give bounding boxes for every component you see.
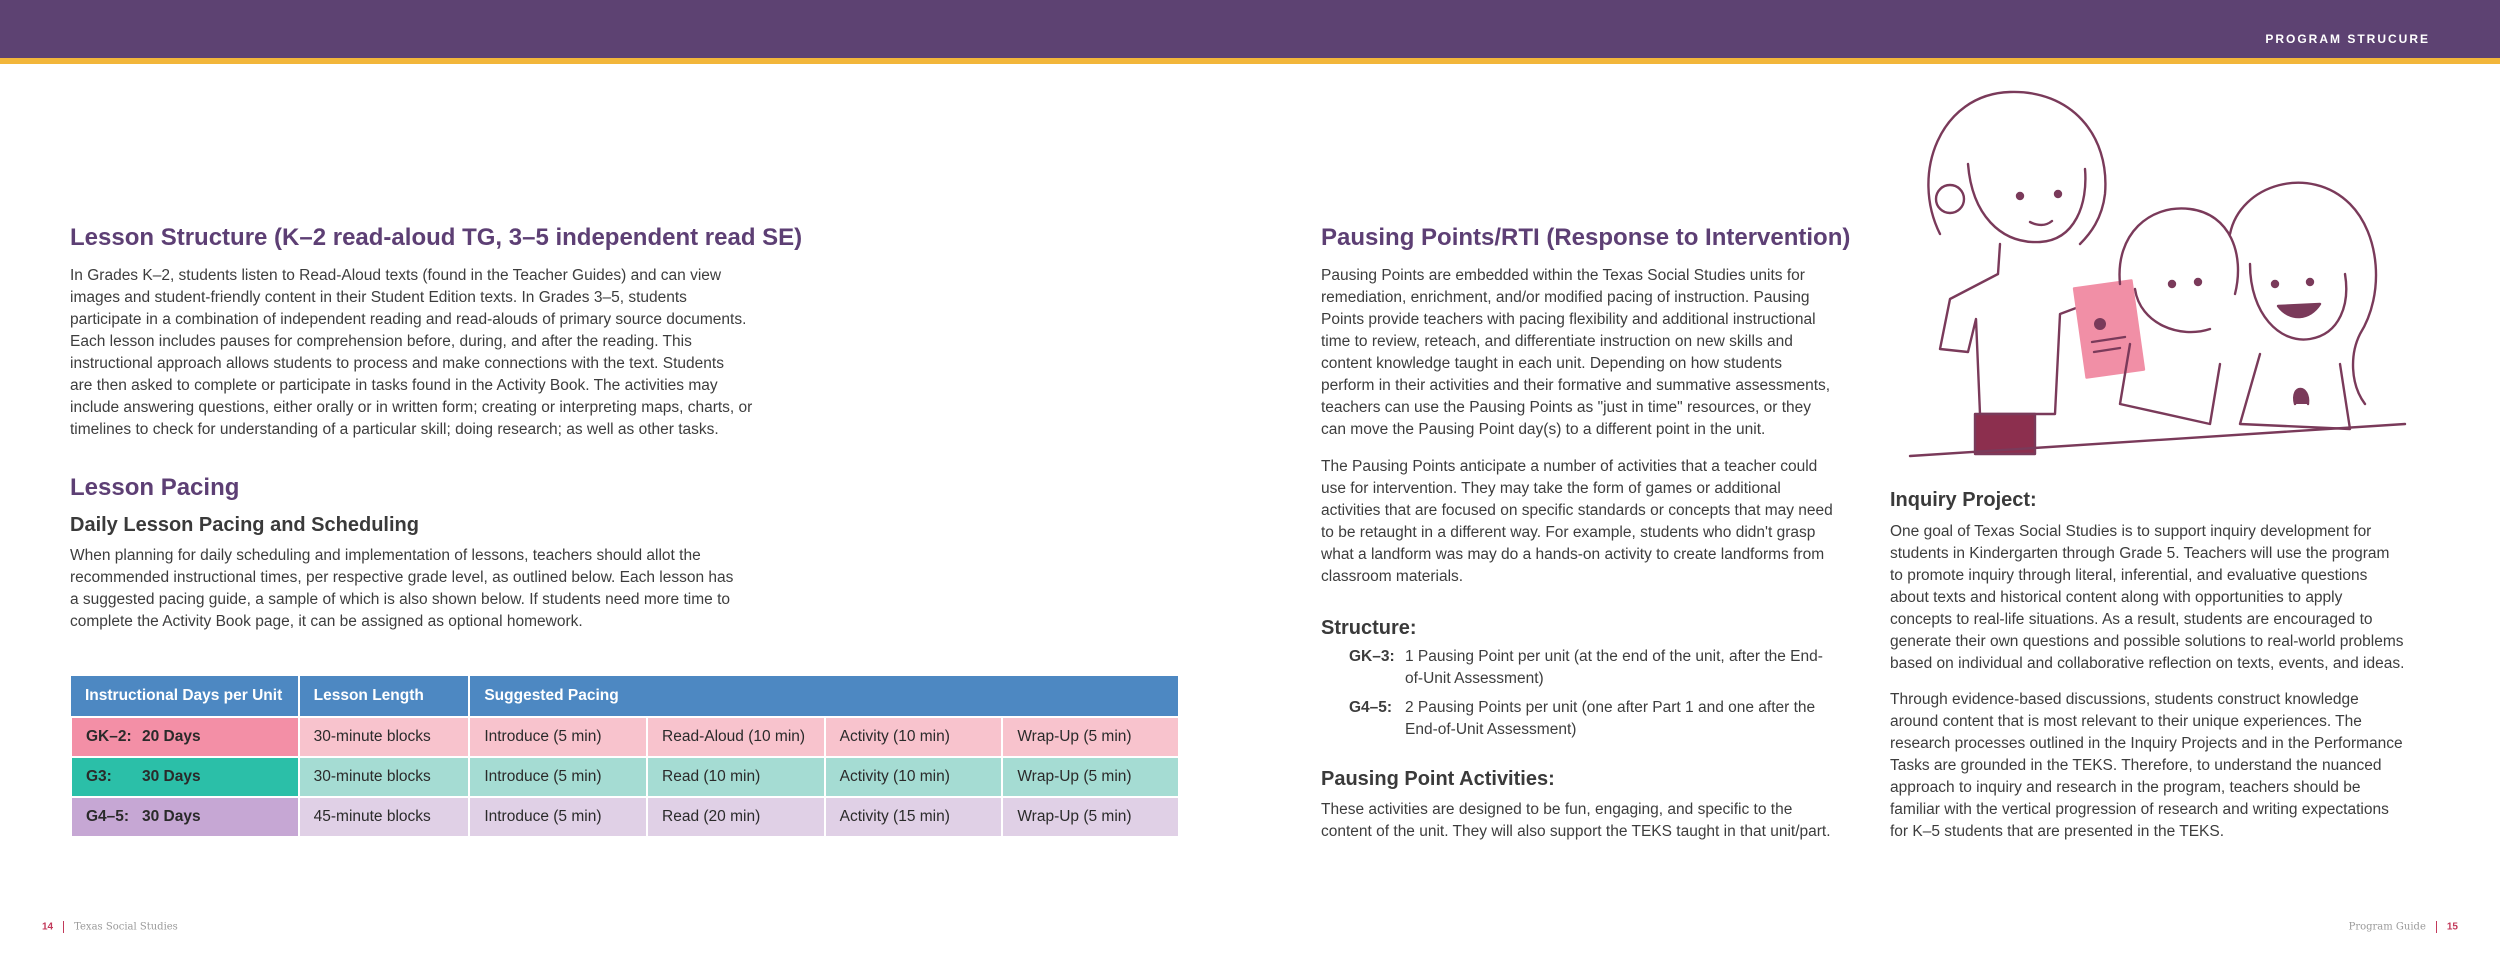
grade-cell [71, 797, 299, 837]
text-line: to promote inquiry through literal, inferential, and evaluative questions [1890, 567, 2368, 584]
length-cell: 30-minute blocks [299, 717, 470, 757]
paper-dot [2094, 318, 2106, 330]
paper-sheet [2074, 280, 2144, 377]
pacing-cell: Activity (10 min) [825, 717, 1003, 757]
lesson-structure-title: Lesson Structure (K–2 read-aloud TG, 3–5 independent read SE) [70, 224, 803, 251]
text-line: familiar with the vertical progression of research and writing expectations [1890, 801, 2389, 818]
pausing-points-title: Pausing Points/RTI (Response to Intervention) [1321, 224, 1851, 251]
text-line: Tasks are grounded in the TEKS. Therefore, to understand the nuanced [1890, 757, 2382, 774]
structure-item [1349, 697, 1889, 741]
inquiry-para1 [1890, 521, 2404, 675]
text-line: of-Unit Assessment) [1405, 670, 1544, 687]
text-line: around content that is most relevant to their unique experiences. The [1890, 713, 2362, 730]
pausing-points-para1 [1321, 265, 1830, 441]
pacing-cell: Introduce (5 min) [469, 717, 647, 757]
text-line: approach to inquiry and research in the program, teachers should be [1890, 779, 2361, 796]
pacing-cell: Introduce (5 min) [469, 757, 647, 797]
text-line: are then asked to complete or participate in tasks found in the Activity Book. The activities may [70, 377, 718, 394]
footer-title: Program Guide [2348, 921, 2426, 933]
text-line: content knowledge taught in each unit. Depending on how students [1321, 355, 1783, 372]
text-line: 2 Pausing Points per unit (one after Part 1 and one after the [1405, 699, 1816, 716]
text-line: 1 Pausing Point per unit (at the end of the unit, after the End- [1405, 648, 1823, 665]
text-line: content of the unit. They will also support the TEKS taught in that unit/part. [1321, 823, 1831, 840]
structure-value [1405, 646, 1823, 690]
text-line: These activities are designed to be fun, engaging, and specific to the [1321, 801, 1793, 818]
days-label: 20 Days [142, 728, 201, 745]
grade-cell [71, 757, 299, 797]
table-row [71, 797, 1179, 837]
text-line: instructional approach allows students to process and make connections with the text. Students [70, 355, 724, 372]
text-line: images and student-friendly content in their Student Edition texts. In Grades 3–5, students [70, 289, 687, 306]
text-line: Points provide teachers with pacing flexibility and additional instructional [1321, 311, 1816, 328]
text-line: a suggested pacing guide, a sample of which is also shown below. If students need more time to [70, 591, 730, 608]
activities-title: Pausing Point Activities: [1321, 768, 1555, 790]
girl-eye [2017, 193, 2023, 199]
text-line: about texts and historical content along with opportunities to apply [1890, 589, 2343, 606]
girl-ear [1936, 185, 1964, 213]
girl2-face [2135, 289, 2210, 332]
text-line: perform in their activities and their formative and summative assessments, [1321, 377, 1831, 394]
table-row [71, 757, 1179, 797]
footer-divider [2436, 921, 2437, 933]
header-length: Lesson Length [299, 676, 470, 717]
inquiry-title: Inquiry Project: [1890, 489, 2037, 511]
grade-cell [71, 717, 299, 757]
inquiry-para2 [1890, 689, 2403, 843]
structure-title: Structure: [1321, 617, 1417, 639]
girl-hair [1928, 92, 2105, 244]
text-line: remediation, enrichment, and/or modified pacing of instruction. Pausing [1321, 289, 1810, 306]
table-header-row [71, 676, 1179, 717]
text-line: students in Kindergarten through Grade 5. Teachers will use the program [1890, 545, 2390, 562]
girl-face [1968, 164, 2085, 242]
girl3-face [2250, 264, 2346, 340]
girl3-mouth [2278, 304, 2320, 317]
pacing-cell: Read (10 min) [647, 757, 825, 797]
text-line: participate in a combination of independent reading and read-alouds of primary source documents. [70, 311, 747, 328]
grade-label: G4–5: [86, 808, 130, 825]
footer-left [42, 921, 178, 933]
length-cell: 45-minute blocks [299, 797, 470, 837]
top-banner [0, 0, 2500, 58]
girl-mouth [2030, 221, 2052, 225]
footer-divider [63, 921, 64, 933]
text-line: to be retaught in a different way. For example, students who didn't grasp [1321, 524, 1816, 541]
structure-key: G4–5: [1349, 699, 1393, 716]
text-line: complete the Activity Book page, it can be assigned as optional homework. [70, 613, 583, 630]
footer-title: Texas Social Studies [74, 921, 178, 933]
lesson-pacing-body [70, 545, 733, 633]
lesson-pacing-subtitle: Daily Lesson Pacing and Scheduling [70, 514, 419, 536]
students-illustration [1880, 84, 2420, 464]
text-line: Each lesson includes pauses for comprehension before, during, and after the reading. This [70, 333, 692, 350]
accent-stripe [0, 58, 2500, 64]
girl2-eye [2195, 279, 2201, 285]
header-pacing: Suggested Pacing [469, 676, 1179, 717]
pacing-cell: Activity (10 min) [825, 757, 1003, 797]
text-line: what a landform was may do a hands-on activity to create landforms from [1321, 546, 1825, 563]
days-label: 30 Days [142, 808, 201, 825]
table-row [71, 717, 1179, 757]
text-line: In Grades K–2, students listen to Read-Aloud texts (found in the Teacher Guides) and can view [70, 267, 722, 284]
text-line: activities that are focused on specific standards or concepts that may need [1321, 502, 1833, 519]
lesson-pacing-title: Lesson Pacing [70, 474, 240, 501]
girl-body [1940, 244, 2100, 414]
girl2-hair [2120, 208, 2238, 294]
pausing-points-para2 [1321, 456, 1833, 588]
text-line: use for intervention. They may take the form of games or additional [1321, 480, 1781, 497]
text-line: End-of-Unit Assessment) [1405, 721, 1577, 738]
pacing-cell: Wrap-Up (5 min) [1002, 717, 1179, 757]
structure-value [1405, 697, 1815, 741]
activities-body [1321, 799, 1831, 843]
text-line: teachers can use the Pausing Points as "just in time" resources, or they [1321, 399, 1812, 416]
pacing-cell: Introduce (5 min) [469, 797, 647, 837]
structure-item [1349, 646, 1889, 690]
page-number: 14 [42, 921, 54, 933]
pacing-cell: Read-Aloud (10 min) [647, 717, 825, 757]
girl3-eye [2272, 281, 2278, 287]
text-line: Through evidence-based discussions, students construct knowledge [1890, 691, 2359, 708]
section-label: PROGRAM STRUCURE [2265, 32, 2430, 46]
text-line: can move the Pausing Point day(s) to a different point in the unit. [1321, 421, 1766, 438]
text-line: When planning for daily scheduling and implementation of lessons, teachers should allot the [70, 547, 701, 564]
structure-key: GK–3: [1349, 648, 1395, 665]
text-line: generate their own questions and possible solutions to real-world problems [1890, 633, 2404, 650]
girl3-hair [2230, 183, 2376, 404]
length-cell: 30-minute blocks [299, 757, 470, 797]
grade-label: GK–2: [86, 728, 132, 745]
text-line: include answering questions, either orally or in written form; creating or interpreting maps, charts, or [70, 399, 753, 416]
text-line: classroom materials. [1321, 568, 1464, 585]
footer-right [2349, 921, 2458, 933]
header-days: Instructional Days per Unit [71, 676, 299, 717]
text-line: based on individual and collaborative reflection on texts, events, and ideas. [1890, 655, 2405, 672]
text-line: Pausing Points are embedded within the Texas Social Studies units for [1321, 267, 1805, 284]
text-line: for K–5 students that are presented in the TEKS. [1890, 823, 2225, 840]
pacing-cell: Activity (15 min) [825, 797, 1003, 837]
text-line: timelines to check for understanding of a particular skill; doing research; as well as other tasks. [70, 421, 719, 438]
pacing-table [70, 676, 1180, 838]
text-line: The Pausing Points anticipate a number of activities that a teacher could [1321, 458, 1818, 475]
shirt-pattern [2294, 389, 2308, 404]
girl2-eye [2169, 281, 2175, 287]
pacing-cell: Wrap-Up (5 min) [1002, 757, 1179, 797]
days-label: 30 Days [142, 768, 201, 785]
girl-eye [2055, 191, 2061, 197]
text-line: One goal of Texas Social Studies is to support inquiry development for [1890, 523, 2372, 540]
pacing-cell: Wrap-Up (5 min) [1002, 797, 1179, 837]
girl3-eye [2307, 279, 2313, 285]
grade-label: G3: [86, 768, 112, 785]
text-line: time to review, reteach, and differentiate instruction on new skills and [1321, 333, 1793, 350]
text-line: concepts to real-life situations. As a result, students are encouraged to [1890, 611, 2373, 628]
lesson-structure-body [70, 265, 752, 441]
text-line: research processes outlined in the Inquiry Projects and in the Performance [1890, 735, 2403, 752]
page-number: 15 [2446, 921, 2458, 933]
text-line: recommended instructional times, per respective grade level, as outlined below. Each lesson has [70, 569, 734, 586]
pacing-cell: Read (20 min) [647, 797, 825, 837]
